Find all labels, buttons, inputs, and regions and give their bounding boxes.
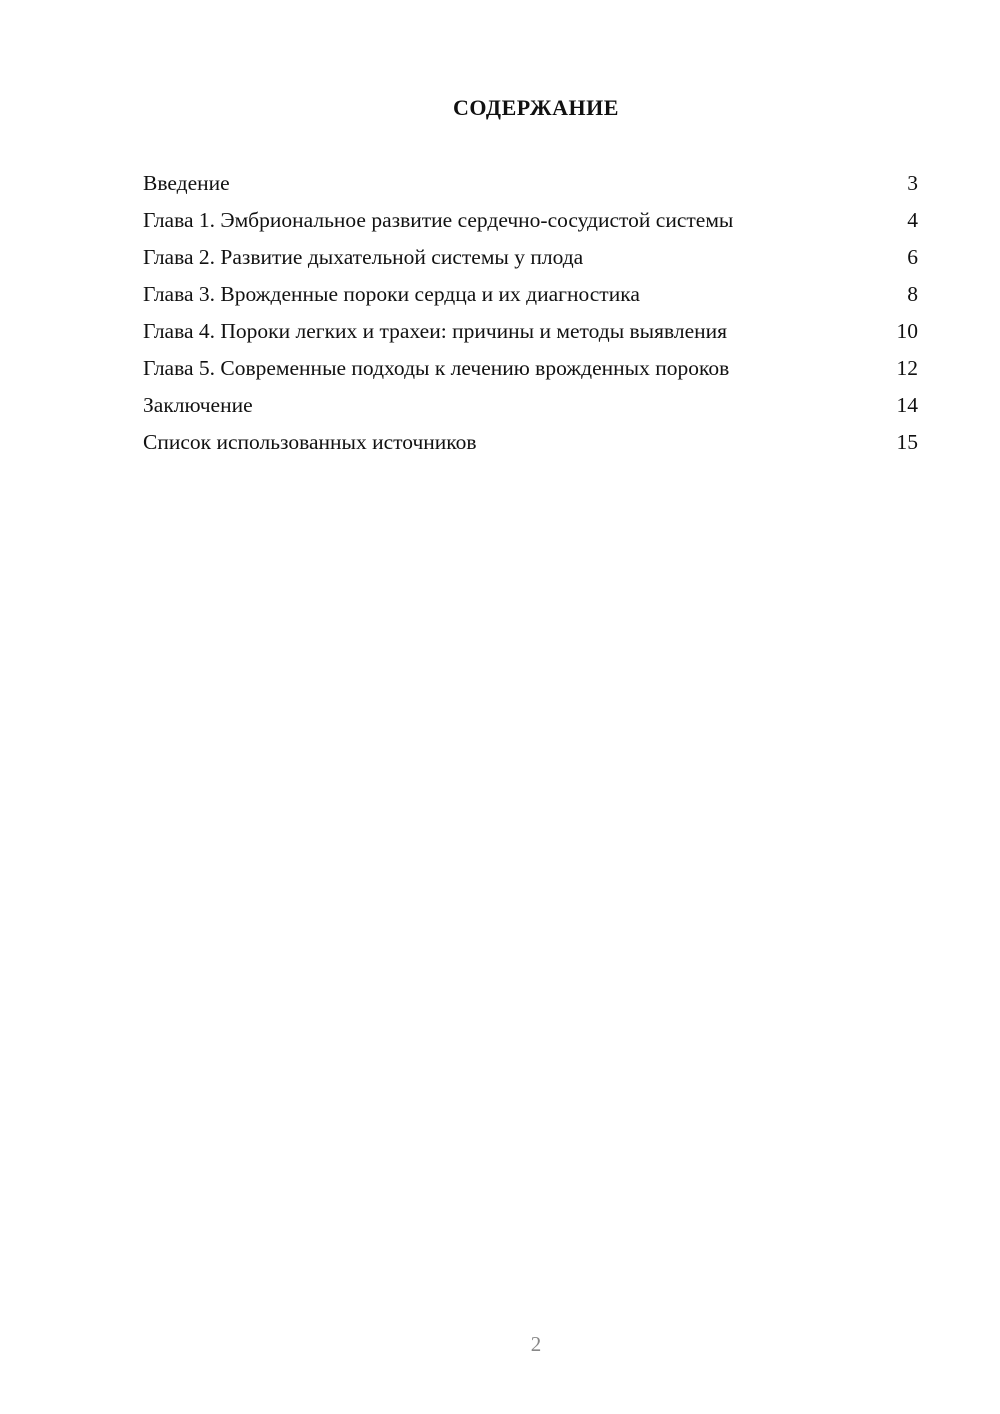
toc-entry-page: 6 — [907, 245, 918, 269]
toc-entry-introduction — [143, 170, 918, 197]
toc-entry-label: Глава 1. Эмбриональное развитие сердечно-сосудистой системы — [143, 208, 734, 232]
table-of-contents — [143, 170, 918, 466]
toc-entry-page: 14 — [896, 393, 918, 417]
toc-entry-page: 10 — [896, 319, 918, 343]
toc-entry-chapter-4 — [143, 318, 918, 345]
toc-entry-label: Список использованных источников — [143, 430, 477, 454]
toc-entry-references — [143, 429, 918, 456]
toc-entry-page: 3 — [907, 171, 918, 195]
toc-entry-page: 12 — [896, 356, 918, 380]
toc-entry-chapter-3 — [143, 281, 918, 308]
toc-entry-label: Глава 3. Врожденные пороки сердца и их диагностика — [143, 282, 640, 306]
toc-entry-page: 8 — [907, 282, 918, 306]
page-number: 2 — [530, 1332, 542, 1356]
toc-entry-label: Глава 5. Современные подходы к лечению врожденных пороков — [143, 356, 730, 380]
toc-entry-page: 15 — [896, 430, 918, 454]
toc-entry-page: 4 — [907, 208, 918, 232]
toc-entry-chapter-2 — [143, 244, 918, 271]
toc-entry-conclusion — [143, 392, 918, 419]
toc-entry-label: Заключение — [143, 393, 253, 417]
toc-entry-chapter-5 — [143, 355, 918, 382]
toc-entry-label: Глава 4. Пороки легких и трахеи: причины и методы выявления — [143, 319, 728, 343]
toc-title: СОДЕРЖАНИЕ — [453, 95, 619, 120]
toc-entry-chapter-1 — [143, 207, 918, 234]
toc-entry-label: Введение — [143, 171, 230, 195]
toc-entry-label: Глава 2. Развитие дыхательной системы у плода — [143, 245, 584, 269]
